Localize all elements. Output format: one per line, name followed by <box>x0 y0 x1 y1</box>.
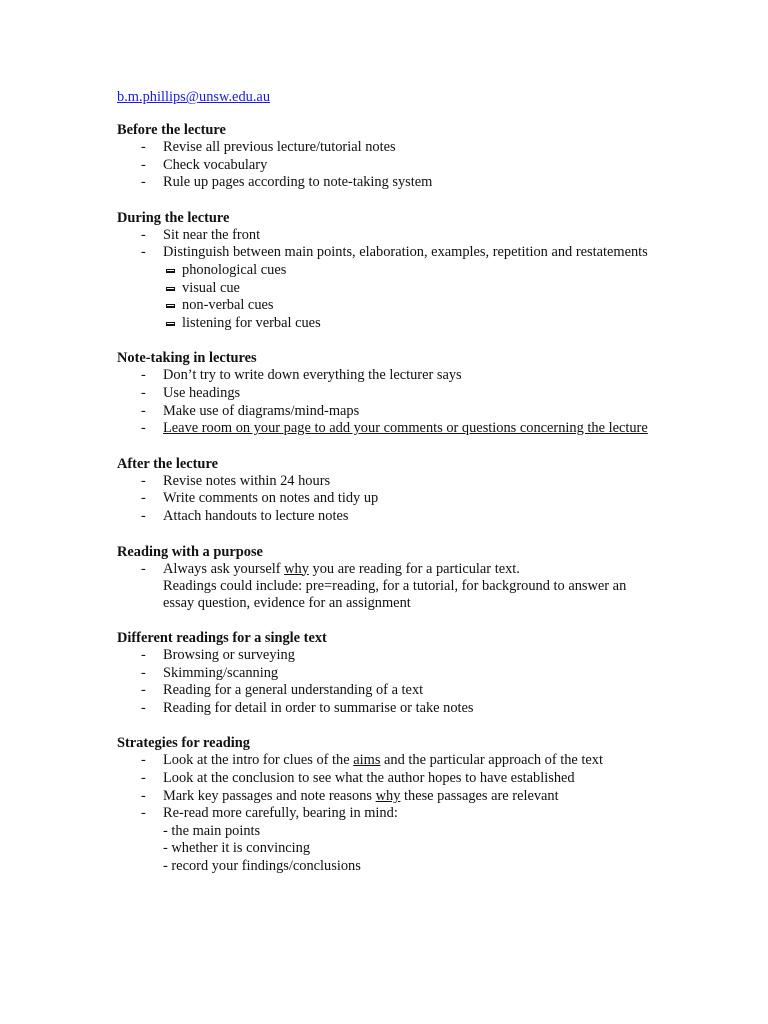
section-during-lecture <box>117 209 657 333</box>
dash-bullet: - <box>141 770 146 787</box>
list-item: - record your findings/conclusions <box>163 858 361 875</box>
section-heading: Note-taking in lectures <box>117 350 257 367</box>
emphasis-why: why <box>284 560 309 577</box>
list-item: non-verbal cues <box>163 297 657 315</box>
list-item: - Reading for a general understanding of a text <box>141 682 424 699</box>
box-bullet-icon <box>166 322 175 326</box>
list-item: - Distinguish between main points, elaboration, examples, repetition and restatements <box>141 244 648 261</box>
dash-bullet: - <box>141 787 146 804</box>
list-item: - Re-read more carefully, bearing in mind: <box>141 805 398 822</box>
dash-bullet: - <box>141 139 146 155</box>
dash-bullet: - <box>141 156 146 173</box>
purpose-continuation: Readings could include: pre=reading, for a tutorial, for background to answer an essay question, evidence for an assignment <box>163 578 627 612</box>
emphasis-aims: aims <box>353 752 381 769</box>
section-heading: During the lecture <box>117 209 230 226</box>
list-item: - Write comments on notes and tidy up <box>141 490 379 507</box>
list-item: - Sit near the front <box>141 226 261 243</box>
box-bullet-icon <box>166 269 175 273</box>
box-bullet-icon <box>166 287 175 291</box>
dash-bullet: - <box>141 226 146 243</box>
list-item: listening for verbal cues <box>163 315 657 333</box>
bullet-list <box>117 139 657 192</box>
dash-bullet: - <box>141 507 146 524</box>
dash-bullet: - <box>141 805 146 822</box>
dash-bullet: - <box>141 367 146 384</box>
section-note-taking <box>117 349 657 437</box>
dash-bullet: - <box>141 174 146 191</box>
bullet-list <box>117 367 657 437</box>
list-item: - Always ask yourself why you are reading for a particular text. <box>141 560 520 577</box>
dash-bullet: - <box>141 490 146 507</box>
list-item: - Look at the intro for clues of the aims and the particular approach of the text <box>141 752 603 769</box>
section-reading-purpose <box>117 543 657 613</box>
bullet-list <box>117 647 657 717</box>
list-item: - Browsing or surveying <box>141 647 295 664</box>
list-item: - Make use of diagrams/mind-maps <box>141 402 360 419</box>
section-strategies <box>117 734 657 875</box>
email-link[interactable]: b.m.phillips@unsw.edu.au <box>117 89 271 105</box>
dash-bullet: - <box>141 472 146 489</box>
section-after-lecture <box>117 455 657 526</box>
box-bullet-icon <box>166 304 175 308</box>
list-item: - Attach handouts to lecture notes <box>141 507 349 524</box>
bullet-list <box>117 752 657 822</box>
section-different-readings <box>117 629 657 717</box>
list-item: - Leave room on your page to add your comments or questions concerning the lecture <box>141 420 648 437</box>
document-content <box>117 87 657 893</box>
list-item: visual cue <box>163 280 657 298</box>
list-item: phonological cues <box>163 262 657 280</box>
cue-list <box>117 262 657 332</box>
list-item: - Use headings <box>141 384 241 401</box>
bullet-list <box>117 561 657 579</box>
dash-bullet: - <box>141 664 146 681</box>
section-heading: After the lecture <box>117 455 218 472</box>
list-item: - the main points <box>163 822 261 839</box>
bullet-list <box>117 473 657 526</box>
dash-bullet: - <box>141 699 146 716</box>
dash-bullet: - <box>141 402 146 419</box>
bullet-list <box>117 227 657 262</box>
section-heading: Reading with a purpose <box>117 543 263 560</box>
list-item: - Rule up pages according to note-taking system <box>141 174 433 191</box>
list-item: - Reading for detail in order to summarise or take notes <box>141 699 474 716</box>
dash-bullet: - <box>141 647 146 664</box>
list-item: - Skimming/scanning <box>141 664 279 681</box>
list-item: - Don’t try to write down everything the lecturer says <box>141 367 462 384</box>
emphasis-why: why <box>375 787 401 804</box>
dash-bullet: - <box>141 752 146 769</box>
dash-bullet: - <box>141 560 146 577</box>
list-item: - Look at the conclusion to see what the author hopes to have established <box>141 770 575 787</box>
list-item: - Mark key passages and note reasons why these passages are relevant <box>141 787 559 804</box>
dash-bullet: - <box>141 384 146 401</box>
list-item: - whether it is convincing <box>163 840 311 857</box>
section-heading: Strategies for reading <box>117 735 250 752</box>
dash-bullet: - <box>141 244 146 261</box>
list-item: - Check vocabulary <box>141 156 268 173</box>
section-heading: Before the lecture <box>117 122 226 138</box>
section-heading: Different readings for a single text <box>117 630 327 647</box>
dash-bullet: - <box>141 420 146 437</box>
list-item: - Revise all previous lecture/tutorial notes <box>141 139 396 155</box>
reread-sublist <box>117 823 657 876</box>
dash-bullet: - <box>141 682 146 699</box>
section-before-lecture <box>117 121 657 192</box>
list-item: - Revise notes within 24 hours <box>141 472 331 489</box>
